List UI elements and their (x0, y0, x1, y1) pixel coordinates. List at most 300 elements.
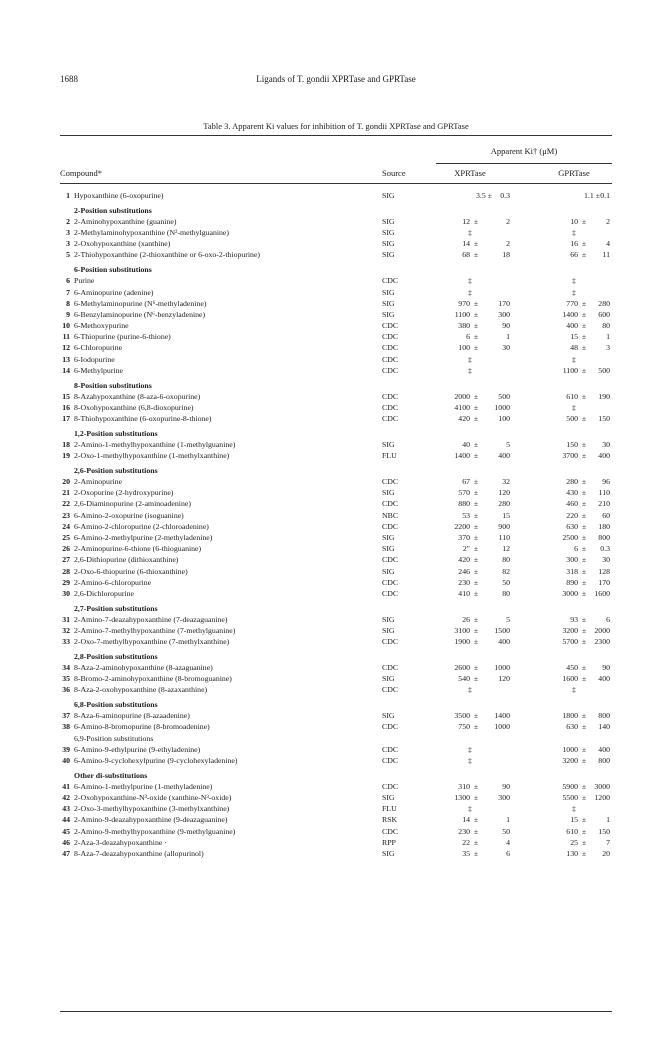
gprtase-sd: 2300 (594, 637, 610, 647)
gprtase-ki: 25 (570, 837, 578, 847)
xprtase-sd: 50 (502, 826, 510, 836)
compound-number: 24 (62, 521, 70, 531)
gprtase-plusminus: ± (581, 826, 587, 836)
compound-number: 37 (62, 711, 70, 721)
column-group-header: Apparent Ki† (μM) (490, 146, 558, 156)
section-title: 2,7-Position substitutions (74, 603, 158, 613)
table-row (60, 342, 612, 353)
gprtase-ki: 48 (570, 343, 578, 353)
section-heading (60, 465, 612, 476)
xprtase-sd: 80 (502, 555, 510, 565)
gprtase-ki: 150 (566, 439, 578, 449)
xprtase-ki: 4100 (454, 402, 470, 412)
section-heading (60, 699, 612, 710)
xprtase-sd: 300 (498, 309, 510, 319)
xprtase-ki: 22 (462, 837, 470, 847)
xprtase-sd: 6 (506, 849, 510, 858)
gprtase-plusminus: ± (581, 722, 587, 732)
table-row (60, 577, 612, 588)
xprtase-plusminus: ± (473, 555, 479, 565)
xprtase-plusminus: ± (473, 414, 479, 424)
gprtase-not-detected: ‡ (572, 276, 576, 286)
compound-number: 30 (62, 588, 70, 598)
compound-number: 3 (66, 228, 70, 238)
xprtase-ki: 3.5 ± (476, 191, 492, 200)
compound-source: CDC (382, 826, 399, 836)
table-row (60, 837, 612, 848)
xprtase-sd: 4 (506, 837, 510, 847)
compound-name: 2-Amino-7-methylhypoxanthine (7-methylguanine) (74, 625, 236, 635)
xprtase-plusminus: ± (473, 309, 479, 319)
section-subtitle: 6,9-Position substitutions (74, 733, 154, 743)
gprtase-plusminus: ± (581, 391, 587, 401)
table-row (60, 238, 612, 249)
table-row (60, 487, 612, 498)
xprtase-ki: 2200 (454, 521, 470, 531)
table-row (60, 309, 612, 320)
xprtase-ki: 540 (458, 674, 470, 684)
compound-number: 16 (62, 402, 70, 412)
table-row (60, 521, 612, 532)
gprtase-ki: 2500 (562, 532, 578, 542)
gprtase-sd: 60 (602, 510, 610, 520)
gprtase-plusminus: ± (581, 499, 587, 509)
compound-source: SIG (382, 250, 395, 260)
table-row (60, 227, 612, 238)
compound-number: 33 (62, 637, 70, 647)
xprtase-plusminus: ± (473, 849, 479, 858)
compound-name: Purine (74, 276, 95, 286)
gprtase-not-detected: ‡ (572, 354, 576, 364)
compound-source: SIG (382, 439, 395, 449)
table-row (60, 287, 612, 298)
table-row (60, 755, 612, 766)
xprtase-plusminus: ± (473, 216, 479, 226)
compound-source: CDC (382, 321, 399, 331)
table-row (60, 402, 612, 413)
table-row (60, 566, 612, 577)
compound-name: 8-Aza-6-aminopurine (8-azaadenine) (74, 711, 190, 721)
gprtase-ki: 500 (566, 414, 578, 424)
table-row (60, 721, 612, 732)
xprtase-ki: 370 (458, 532, 470, 542)
gprtase-sd: 6 (606, 614, 610, 624)
table-row (60, 439, 612, 450)
section-title: 8-Position substitutions (74, 380, 152, 390)
xprtase-ki: 6 (466, 332, 470, 342)
xprtase-sd: 2 (506, 216, 510, 226)
compound-source: SIG (382, 566, 395, 576)
gprtase-sd: 140 (598, 722, 610, 732)
gprtase-ki: 220 (566, 510, 578, 520)
xprtase-sd: 100 (498, 414, 510, 424)
compound-name: 2-Amino-6-chloropurine (74, 577, 152, 587)
compound-name: Hypoxanthine (6-oxopurine) (74, 191, 164, 200)
compound-number: 47 (62, 849, 70, 858)
compound-name: 2-Amino-1-methylhypoxanthine (1-methylguanine) (74, 439, 236, 449)
compound-number: 44 (62, 815, 70, 825)
gprtase-plusminus: ± (581, 414, 587, 424)
gprtase-sd: 110 (598, 488, 610, 498)
xprtase-sd: 82 (502, 566, 510, 576)
compound-source: SIG (382, 711, 395, 721)
table-row (60, 826, 612, 837)
xprtase-plusminus: ± (473, 614, 479, 624)
compound-source: CDC (382, 663, 399, 672)
compound-number: 12 (62, 343, 70, 353)
compound-number: 25 (62, 532, 70, 542)
compound-name: 6-Aminopurine (adenine) (74, 287, 154, 297)
compound-name: 6-Amino-9-ethylpurine (9-ethyladenine) (74, 744, 201, 754)
gprtase-ki: 400 (566, 321, 578, 331)
compound-name: 2,6-Dichloropurine (74, 588, 134, 598)
xprtase-sd: 0.3 (500, 191, 510, 200)
compound-number: 17 (62, 414, 70, 424)
gprtase-ki: 1800 (562, 711, 578, 721)
xprtase-sd: 110 (498, 532, 510, 542)
compound-source: SIG (382, 239, 395, 249)
compound-name: 8-Aza-7-deazahypoxanthine (allopurinol) (74, 849, 204, 858)
xprtase-sd: 400 (498, 451, 510, 461)
table-row (60, 803, 612, 814)
section-title: 6,8-Position substitutions (74, 700, 158, 710)
xprtase-ki: 1400 (454, 451, 470, 461)
gprtase-sd: 800 (598, 711, 610, 721)
xprtase-plusminus: ± (473, 343, 479, 353)
compound-name: 2-Amino-9-methylhypoxanthine (9-methylguanine) (74, 826, 236, 836)
xprtase-ki: 3500 (454, 711, 470, 721)
table-row (60, 792, 612, 803)
gprtase-plusminus: ± (581, 614, 587, 624)
compound-source: FLU (382, 451, 397, 461)
compound-source: SIG (382, 544, 395, 554)
table-bottom-rule (60, 1011, 612, 1012)
gprtase-ki: 610 (566, 391, 578, 401)
compound-number: 20 (62, 477, 70, 486)
compound-name: 6-Methylaminopurine (N⁶-methyladenine) (74, 298, 207, 308)
xprtase-sd: 1000 (494, 402, 510, 412)
compound-name: 8-Bromo-2-aminohypoxanthine (8-bromoguanine) (74, 674, 232, 684)
table-row (60, 249, 612, 260)
compound-number: 22 (62, 499, 70, 509)
table-row (60, 814, 612, 825)
section-heading (60, 651, 612, 662)
table-row (60, 710, 612, 721)
compound-name: 2-Aminohypoxanthine (guanine) (74, 216, 177, 226)
compound-source: CDC (382, 756, 399, 765)
table-row (60, 588, 612, 599)
section-heading (60, 603, 612, 614)
xprtase-sd: 5 (506, 439, 510, 449)
gprtase-ki: 130 (566, 849, 578, 858)
xprtase-ki: 67 (462, 477, 470, 486)
compound-source: SIG (382, 793, 395, 803)
xprtase-sd: 18 (502, 250, 510, 260)
xprtase-plusminus: ± (473, 439, 479, 449)
compound-source: SIG (382, 309, 395, 319)
section-heading (60, 770, 612, 781)
gprtase-plusminus: ± (581, 837, 587, 847)
compound-number: 19 (62, 451, 70, 461)
table-row (60, 365, 612, 376)
gprtase-ki: 5700 (562, 637, 578, 647)
compound-name: 6-Amino-2-methylpurine (2-methyladenine) (74, 532, 213, 542)
xprtase-plusminus: ± (473, 577, 479, 587)
compound-name: 6-Amino-1-methylpurine (1-methyladenine) (74, 781, 213, 791)
compound-name: 6-Iodopurine (74, 354, 115, 364)
gprtase-sd: 150 (598, 414, 610, 424)
compound-name: 8-Thiohypoxanthine (6-oxopurine-8-thione) (74, 414, 212, 424)
gprtase-plusminus: ± (581, 477, 587, 486)
gprtase-ki: 6 (574, 544, 578, 554)
xprtase-sd: 120 (498, 674, 510, 684)
gprtase-ki: 5900 (562, 781, 578, 791)
section-heading (60, 380, 612, 391)
gprtase-plusminus: ± (581, 488, 587, 498)
gprtase-ki: 93 (570, 614, 578, 624)
compound-number: 9 (66, 309, 70, 319)
compound-name: 2-Amino-9-deazahypoxanthine (9-deazaguanine) (74, 815, 228, 825)
compound-number: 43 (62, 804, 70, 814)
table-row (60, 684, 612, 695)
compound-source: CDC (382, 402, 399, 412)
xprtase-not-detected: ‡ (468, 756, 472, 765)
xprtase-ki: 410 (458, 588, 470, 598)
compound-source: CDC (382, 477, 399, 486)
compound-source: SIG (382, 298, 395, 308)
gprtase-sd: 0.1 (600, 191, 610, 200)
compound-source: SIG (382, 488, 395, 498)
gprtase-plusminus: ± (581, 510, 587, 520)
section-title: 2-Position substitutions (74, 205, 152, 215)
xprtase-sd: 280 (498, 499, 510, 509)
gprtase-plusminus: ± (581, 815, 587, 825)
xprtase-plusminus: ± (473, 321, 479, 331)
xprtase-ki: 880 (458, 499, 470, 509)
compound-name: 2-Aminopurine-6-thione (6-thioguanine) (74, 544, 202, 554)
table-row (60, 554, 612, 565)
compound-name: 2-Oxo-3-methylhypoxanthine (3-methylxanthine) (74, 804, 230, 814)
table-row (60, 190, 612, 201)
table-row (60, 532, 612, 543)
compound-source: CDC (382, 332, 399, 342)
gprtase-sd: 1600 (594, 588, 610, 598)
compound-source: CDC (382, 722, 399, 732)
xprtase-plusminus: ± (473, 402, 479, 412)
compound-source: SIG (382, 625, 395, 635)
xprtase-ki: 12 (462, 216, 470, 226)
xprtase-sd: 1000 (494, 722, 510, 732)
gprtase-sd: 30 (602, 555, 610, 565)
compound-number: 34 (62, 663, 70, 672)
compound-name: 2-Thiohypoxanthine (2-thioxanthine or 6-oxo-2-thiopurine) (74, 250, 260, 260)
table-row (60, 498, 612, 509)
xprtase-plusminus: ± (473, 793, 479, 803)
xprtase-ki: 2000 (454, 391, 470, 401)
gprtase-sd: 1200 (594, 793, 610, 803)
compound-number: 26 (62, 544, 70, 554)
compound-source: SIG (382, 216, 395, 226)
gprtase-ki: 3200 (562, 756, 578, 765)
table-row (60, 744, 612, 755)
gprtase-ki: 280 (566, 477, 578, 486)
section-heading (60, 205, 612, 216)
table-row (60, 673, 612, 684)
compound-source: CDC (382, 685, 399, 695)
gprtase-not-detected: ‡ (572, 804, 576, 814)
section-title: 6-Position substitutions (74, 265, 152, 275)
xprtase-sd: 32 (502, 477, 510, 486)
gprtase-sd: 190 (598, 391, 610, 401)
gprtase-plusminus: ± (581, 216, 587, 226)
xprtase-ki: 68 (462, 250, 470, 260)
compound-name: 6-Amino-8-bromopurine (8-bromoadenine) (74, 722, 210, 732)
xprtase-sd: 120 (498, 488, 510, 498)
table-row (60, 275, 612, 286)
compound-name: 2-Oxo-6-thiopurine (6-thioxanthine) (74, 566, 188, 576)
compound-number: 18 (62, 439, 70, 449)
xprtase-ki: 3100 (454, 625, 470, 635)
gprtase-plusminus: ± (581, 343, 587, 353)
xprtase-ki: 970 (458, 298, 470, 308)
compound-source: SIG (382, 532, 395, 542)
gprtase-sd: 30 (602, 439, 610, 449)
xprtase-ki: 2″ (462, 544, 470, 554)
compound-number: 8 (66, 298, 70, 308)
compound-source: SIG (382, 228, 395, 238)
gprtase-plusminus: ± (581, 711, 587, 721)
gprtase-sd: 7 (606, 837, 610, 847)
gprtase-ki: 610 (566, 826, 578, 836)
xprtase-plusminus: ± (473, 332, 479, 342)
xprtase-plusminus: ± (473, 588, 479, 598)
gprtase-ki: 66 (570, 250, 578, 260)
compound-name: 6-Chloropurine (74, 343, 123, 353)
xprtase-ki: 230 (458, 577, 470, 587)
gprtase-plusminus: ± (581, 637, 587, 647)
xprtase-ki: 1100 (454, 309, 470, 319)
xprtase-ki: 570 (458, 488, 470, 498)
xprtase-ki: 246 (458, 566, 470, 576)
table-row (60, 543, 612, 554)
gprtase-plusminus: ± (581, 625, 587, 635)
table-row (60, 450, 612, 461)
xprtase-sd: 900 (498, 521, 510, 531)
compound-number: 14 (62, 365, 70, 375)
compound-name: 8-Azahypoxanthine (8-aza-6-oxopurine) (74, 391, 201, 401)
xprtase-ki: 53 (462, 510, 470, 520)
compound-name: 6-Methylpurine (74, 365, 123, 375)
gprtase-sd: 400 (598, 674, 610, 684)
xprtase-plusminus: ± (473, 510, 479, 520)
xprtase-ki: 26 (462, 614, 470, 624)
gprtase-plusminus: ± (581, 544, 587, 554)
xprtase-not-detected: ‡ (468, 365, 472, 375)
xprtase-plusminus: ± (473, 239, 479, 249)
table-row (60, 662, 612, 673)
gprtase-sd: 170 (598, 577, 610, 587)
xprtase-ki: 35 (462, 849, 470, 858)
gprtase-ki: 430 (566, 488, 578, 498)
compound-name: 6-Amino-2-oxopurine (isoguanine) (74, 510, 184, 520)
section-title: 2,8-Position substitutions (74, 651, 158, 661)
xprtase-not-detected: ‡ (468, 287, 472, 297)
gprtase-sd: 11 (602, 250, 610, 260)
compound-number: 35 (62, 674, 70, 684)
compound-name: 2-Methylaminohypoxanthine (N²-methylguanine) (74, 228, 229, 238)
xprtase-plusminus: ± (473, 663, 479, 672)
xprtase-plusminus: ± (473, 711, 479, 721)
gprtase-not-detected: ‡ (572, 685, 576, 695)
table-row (60, 354, 612, 365)
gprtase-plusminus: ± (581, 663, 587, 672)
compound-name: 2-Oxopurine (2-hydroxypurine) (74, 488, 174, 498)
compound-source: CDC (382, 555, 399, 565)
gprtase-ki: 16 (570, 239, 578, 249)
table-row (60, 781, 612, 792)
xprtase-sd: 1 (506, 815, 510, 825)
xprtase-sd: 2 (506, 239, 510, 249)
xprtase-plusminus: ± (473, 722, 479, 732)
xprtase-sd: 1 (506, 332, 510, 342)
xprtase-ki: 14 (462, 239, 470, 249)
gprtase-ki: 630 (566, 722, 578, 732)
table-row (60, 216, 612, 227)
compound-number: 7 (66, 287, 70, 297)
compound-number: 2 (66, 216, 70, 226)
gprtase-sd: 3 (606, 343, 610, 353)
xprtase-plusminus: ± (473, 250, 479, 260)
gprtase-plusminus: ± (581, 321, 587, 331)
compound-source: FLU (382, 804, 397, 814)
compound-source: CDC (382, 781, 399, 791)
compound-name: 8-Oxohypoxanthine (6,8-dioxopurine) (74, 402, 194, 412)
compound-name: 6-Methoxypurine (74, 321, 129, 331)
section-heading (60, 428, 612, 439)
compound-source: SIG (382, 674, 395, 684)
table-row (60, 331, 612, 342)
gprtase-plusminus: ± (581, 439, 587, 449)
xprtase-ki: 310 (458, 781, 470, 791)
compound-name: 2-Oxohypoxanthine-N³-oxide (xanthine-N³-oxide) (74, 793, 232, 803)
compound-name: 2-Amino-7-deazahypoxanthine (7-deazaguanine) (74, 614, 228, 624)
xprtase-not-detected: ‡ (468, 228, 472, 238)
gprtase-ki: 450 (566, 663, 578, 672)
gprtase-sd: 128 (598, 566, 610, 576)
gprtase-ki: 3000 (562, 588, 578, 598)
gprtase-ki: 630 (566, 521, 578, 531)
table-body (60, 190, 612, 859)
xprtase-plusminus: ± (473, 625, 479, 635)
running-title: Ligands of T. gondii XPRTase and GPRTase (256, 74, 416, 84)
compound-name: 2,6-Diaminopurine (2-aminoadenine) (74, 499, 191, 509)
gprtase-sd: 280 (598, 298, 610, 308)
compound-source: CDC (382, 499, 399, 509)
header-bottom-rule (60, 183, 612, 184)
compound-number: 46 (62, 837, 70, 847)
compound-name: 6-Benzylaminopurine (N⁶-benzyladenine) (74, 309, 206, 319)
compound-source: SIG (382, 191, 395, 200)
gprtase-ki: 1.1 ± (584, 191, 600, 200)
gprtase-plusminus: ± (581, 555, 587, 565)
xprtase-plusminus: ± (473, 544, 479, 554)
gprtase-plusminus: ± (581, 521, 587, 531)
table-row (60, 320, 612, 331)
xprtase-plusminus: ± (473, 637, 479, 647)
compound-source: RSK (382, 815, 398, 825)
compound-source: CDC (382, 744, 399, 754)
column-group-rule (436, 163, 612, 164)
